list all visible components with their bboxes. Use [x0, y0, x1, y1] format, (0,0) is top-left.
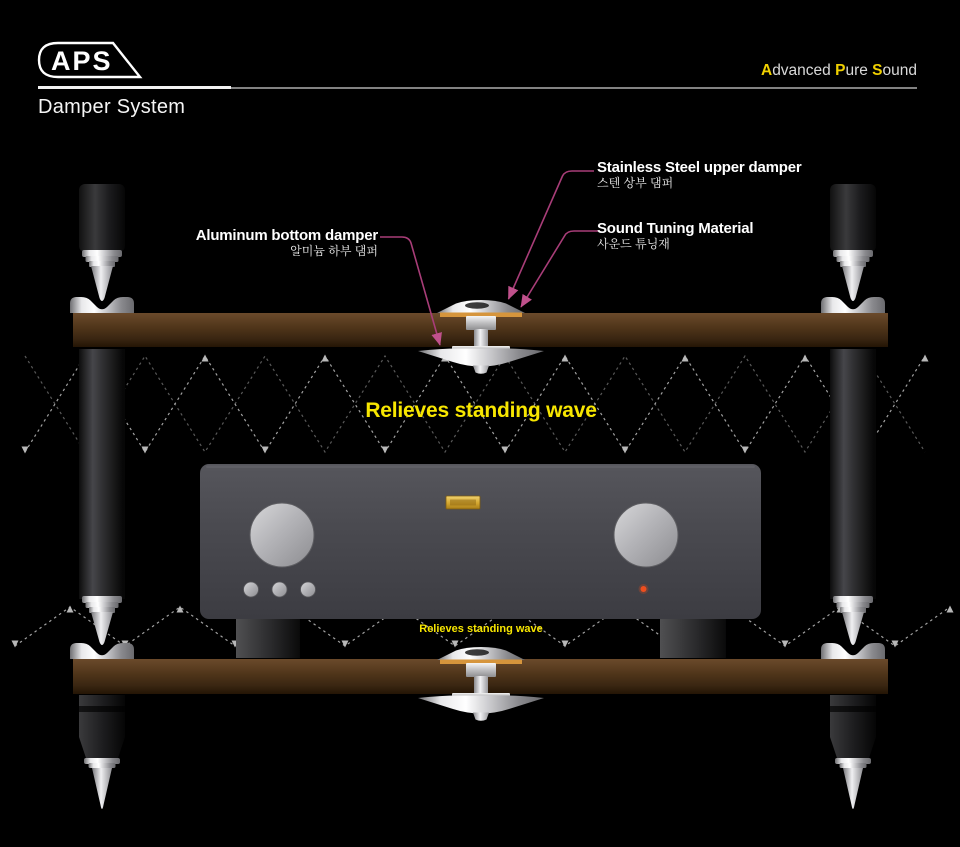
standing-wave-caption-main: Relieves standing wave [365, 399, 597, 422]
label-tuning-material-ko: 사운드 튜닝재 [597, 237, 670, 252]
label-upper-damper [597, 159, 801, 191]
label-tuning-material [597, 220, 753, 252]
brand-tagline [761, 62, 917, 80]
callout-upper-damper [509, 171, 595, 299]
power-led [641, 586, 647, 592]
aps-logo [36, 40, 146, 82]
amp-left-foot [236, 617, 300, 658]
top-right-post-spike [821, 184, 885, 313]
amp-button-3 [301, 582, 316, 597]
left-floor-spike [79, 695, 125, 809]
label-bottom-damper [196, 227, 378, 259]
header-rule-right [231, 87, 917, 89]
header-rule-left [38, 86, 231, 89]
right-floor-spike [830, 695, 876, 809]
label-upper-damper-ko: 스텐 상부 댐퍼 [597, 176, 674, 191]
amp-button-2 [272, 582, 287, 597]
label-bottom-damper-ko: 알미늄 하부 댐퍼 [290, 244, 378, 259]
right-pillar-spike [821, 349, 885, 659]
tagline-part: S [872, 62, 883, 79]
amp-right-foot [660, 617, 726, 658]
top-left-post-spike [70, 184, 134, 313]
tagline-part: P [835, 62, 846, 79]
tagline-part: ound [882, 62, 917, 79]
left-knob [250, 503, 314, 567]
left-pillar-spike [70, 349, 134, 659]
label-tuning-material-en: Sound Tuning Material [597, 220, 754, 237]
amp-button-1 [244, 582, 259, 597]
page-title: Damper System [38, 96, 186, 118]
tagline-part: A [760, 62, 773, 79]
right-knob [614, 503, 678, 567]
tagline-part: ure [845, 62, 873, 79]
tagline-part: dvanced [772, 62, 836, 79]
label-upper-damper-en: Stainless Steel upper damper [597, 159, 802, 176]
standing-wave-caption-small: Relieves standing wave [419, 623, 543, 635]
logo-text: APS [51, 46, 113, 76]
label-bottom-damper-en: Aluminum bottom damper [195, 227, 378, 244]
